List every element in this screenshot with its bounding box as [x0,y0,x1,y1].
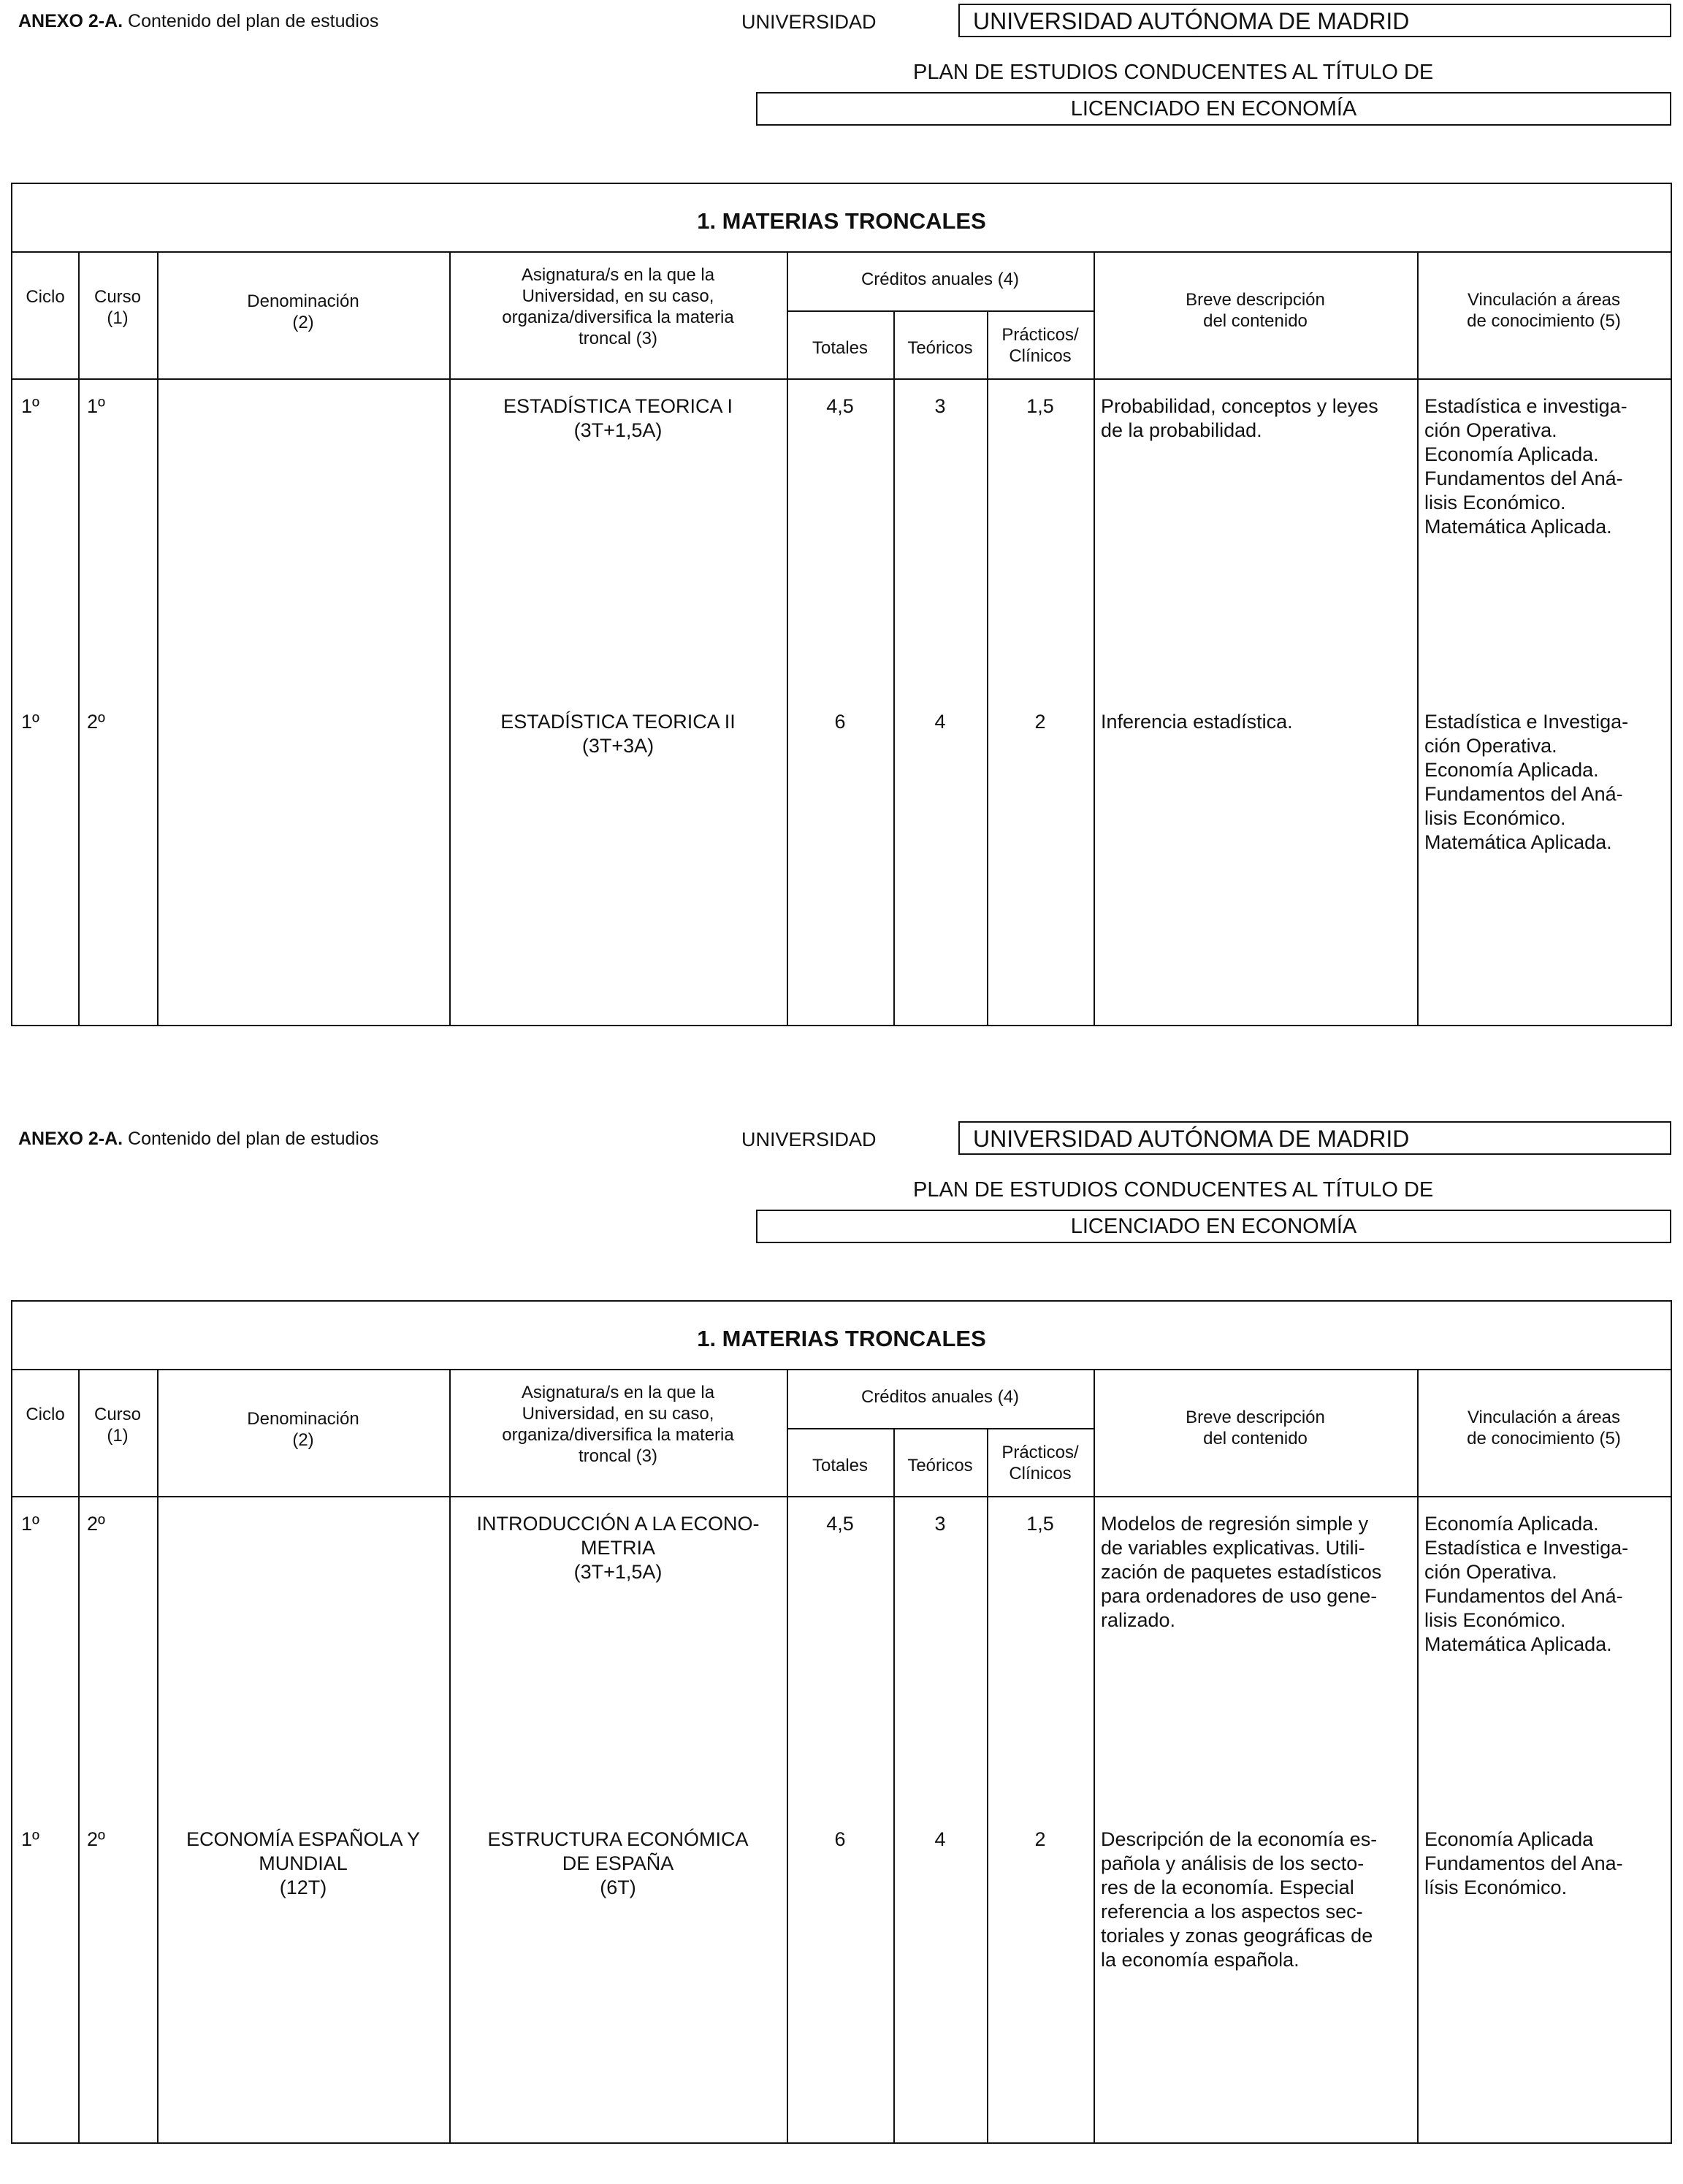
header-ciclo: Ciclo [26,1405,65,1424]
table-row [12,710,1671,1024]
header-vinculacion: Vinculación a áreas de conocimiento (5) [1467,1408,1621,1448]
header-curso: Curso (1) [94,1405,142,1446]
cell-asignatura: ESTADÍSTICA TEORICA I (3T+1,5A) [503,395,733,441]
header-practicos: Prácticos/ Clínicos [1001,325,1079,366]
cell-vinculacion: Economía Aplicada Fundamentos del Ana- lísis Económico. [1424,1828,1623,1898]
cell-descripcion: Inferencia estadística. [1101,711,1293,733]
cell-totales: 4,5 [826,1513,854,1535]
cell-teoricos: 3 [934,1513,946,1535]
university-label: UNIVERSIDAD [741,1129,877,1150]
cell-practicos: 1,5 [1026,395,1054,417]
cell-practicos: 2 [1034,1828,1046,1850]
cell-descripcion: Modelos de regresión simple y de variables explicativas. Utili- zación de paquetes estadísticos para ordenadores de uso gene- ralizado. [1101,1513,1382,1631]
header-bottom-line [12,1496,1671,1497]
credits-subheader-line [787,1428,1094,1429]
annex-text: Contenido del plan de estudios [128,1129,379,1149]
annex-heading [18,1129,378,1150]
cell-totales: 6 [834,1828,846,1850]
section-title: 1. MATERIAS TRONCALES [12,184,1671,253]
header-vinculacion: Vinculación a áreas de conocimiento (5) [1467,290,1621,331]
header-practicos: Prácticos/ Clínicos [1001,1443,1079,1484]
cell-curso: 2º [87,1828,105,1850]
university-name-box: UNIVERSIDAD AUTÓNOMA DE MADRID [958,1121,1671,1155]
document-page [0,1118,1683,2184]
cell-ciclo: 1º [21,1828,39,1850]
header-bottom-line [12,378,1671,380]
cell-denominacion: ECONOMÍA ESPAÑOLA Y MUNDIAL (12T) [186,1828,421,1898]
cell-vinculacion: Estadística e investiga- ción Operativa. Economía Aplicada. Fundamentos del Aná- lisis Económico. Matemática Aplicada. [1424,395,1627,538]
cell-descripcion: Probabilidad, conceptos y leyes de la probabilidad. [1101,395,1378,441]
university-label: UNIVERSIDAD [741,11,877,33]
header-totales: Totales [812,1456,869,1475]
header-asignatura: Asignatura/s en la que la Universidad, en su caso, organiza/diversifica la materia troncal (3) [502,1383,734,1466]
cell-asignatura: INTRODUCCIÓN A LA ECONO- METRIA (3T+1,5A) [476,1513,760,1583]
table-row [12,1512,1671,1828]
cell-asignatura: ESTRUCTURA ECONÓMICA DE ESPAÑA (6T) [487,1828,749,1898]
header-creditos: Créditos anuales (4) [860,1387,1020,1407]
plan-label: PLAN DE ESTUDIOS CONDUCENTES AL TÍTULO DE [913,1178,1434,1202]
header-descripcion: Breve descripción del contenido [1186,290,1325,331]
cell-ciclo: 1º [21,395,39,417]
cell-curso: 2º [87,711,105,733]
cell-totales: 4,5 [826,395,854,417]
cell-teoricos: 4 [934,1828,946,1850]
document-page [0,0,1683,1066]
cell-practicos: 2 [1034,711,1046,733]
cell-ciclo: 1º [21,1513,39,1535]
section-title: 1. MATERIAS TRONCALES [12,1302,1671,1370]
cell-descripcion: Descripción de la economía es- pañola y análisis de los secto- res de la economía. Especial referencia a los aspectos sec- toriales y zonas geográficas de la economía española. [1101,1828,1378,1971]
plan-label: PLAN DE ESTUDIOS CONDUCENTES AL TÍTULO DE [913,61,1434,84]
cell-curso: 2º [87,1513,105,1535]
cell-vinculacion: Estadística e Investiga- ción Operativa. Economía Aplicada. Fundamentos del Aná- lisis Económico. Matemática Aplicada. [1424,711,1629,853]
table-row [12,1828,1671,2142]
degree-title-box: LICENCIADO EN ECONOMÍA [756,1210,1671,1243]
cell-teoricos: 3 [934,395,946,417]
cell-teoricos: 4 [934,711,946,733]
cell-vinculacion: Economía Aplicada. Estadística e Investiga- ción Operativa. Fundamentos del Aná- lisis Económico. Matemática Aplicada. [1424,1513,1629,1655]
cell-practicos: 1,5 [1026,1513,1054,1535]
cell-curso: 1º [87,395,105,417]
university-name-box: UNIVERSIDAD AUTÓNOMA DE MADRID [958,4,1671,37]
header-denominacion: Denominación (2) [247,291,359,332]
annex-label: ANEXO 2-A. [18,1129,123,1149]
credits-subheader-line [787,310,1094,312]
header-totales: Totales [812,338,869,358]
header-teoricos: Teóricos [907,1456,973,1475]
header-descripcion: Breve descripción del contenido [1186,1408,1325,1448]
header-curso: Curso (1) [94,287,142,328]
materias-troncales-table [11,183,1672,1026]
annex-heading [18,11,378,32]
header-teoricos: Teóricos [907,338,973,358]
cell-ciclo: 1º [21,711,39,733]
header-asignatura: Asignatura/s en la que la Universidad, en su caso, organiza/diversifica la materia troncal (3) [502,265,734,348]
annex-label: ANEXO 2-A. [18,11,123,31]
annex-text: Contenido del plan de estudios [128,11,379,31]
materias-troncales-table [11,1300,1672,2144]
header-ciclo: Ciclo [26,287,65,307]
header-creditos: Créditos anuales (4) [860,270,1020,289]
cell-asignatura: ESTADÍSTICA TEORICA II (3T+3A) [500,711,736,757]
cell-totales: 6 [834,711,846,733]
table-row [12,394,1671,710]
header-denominacion: Denominación (2) [247,1409,359,1450]
degree-title-box: LICENCIADO EN ECONOMÍA [756,92,1671,126]
